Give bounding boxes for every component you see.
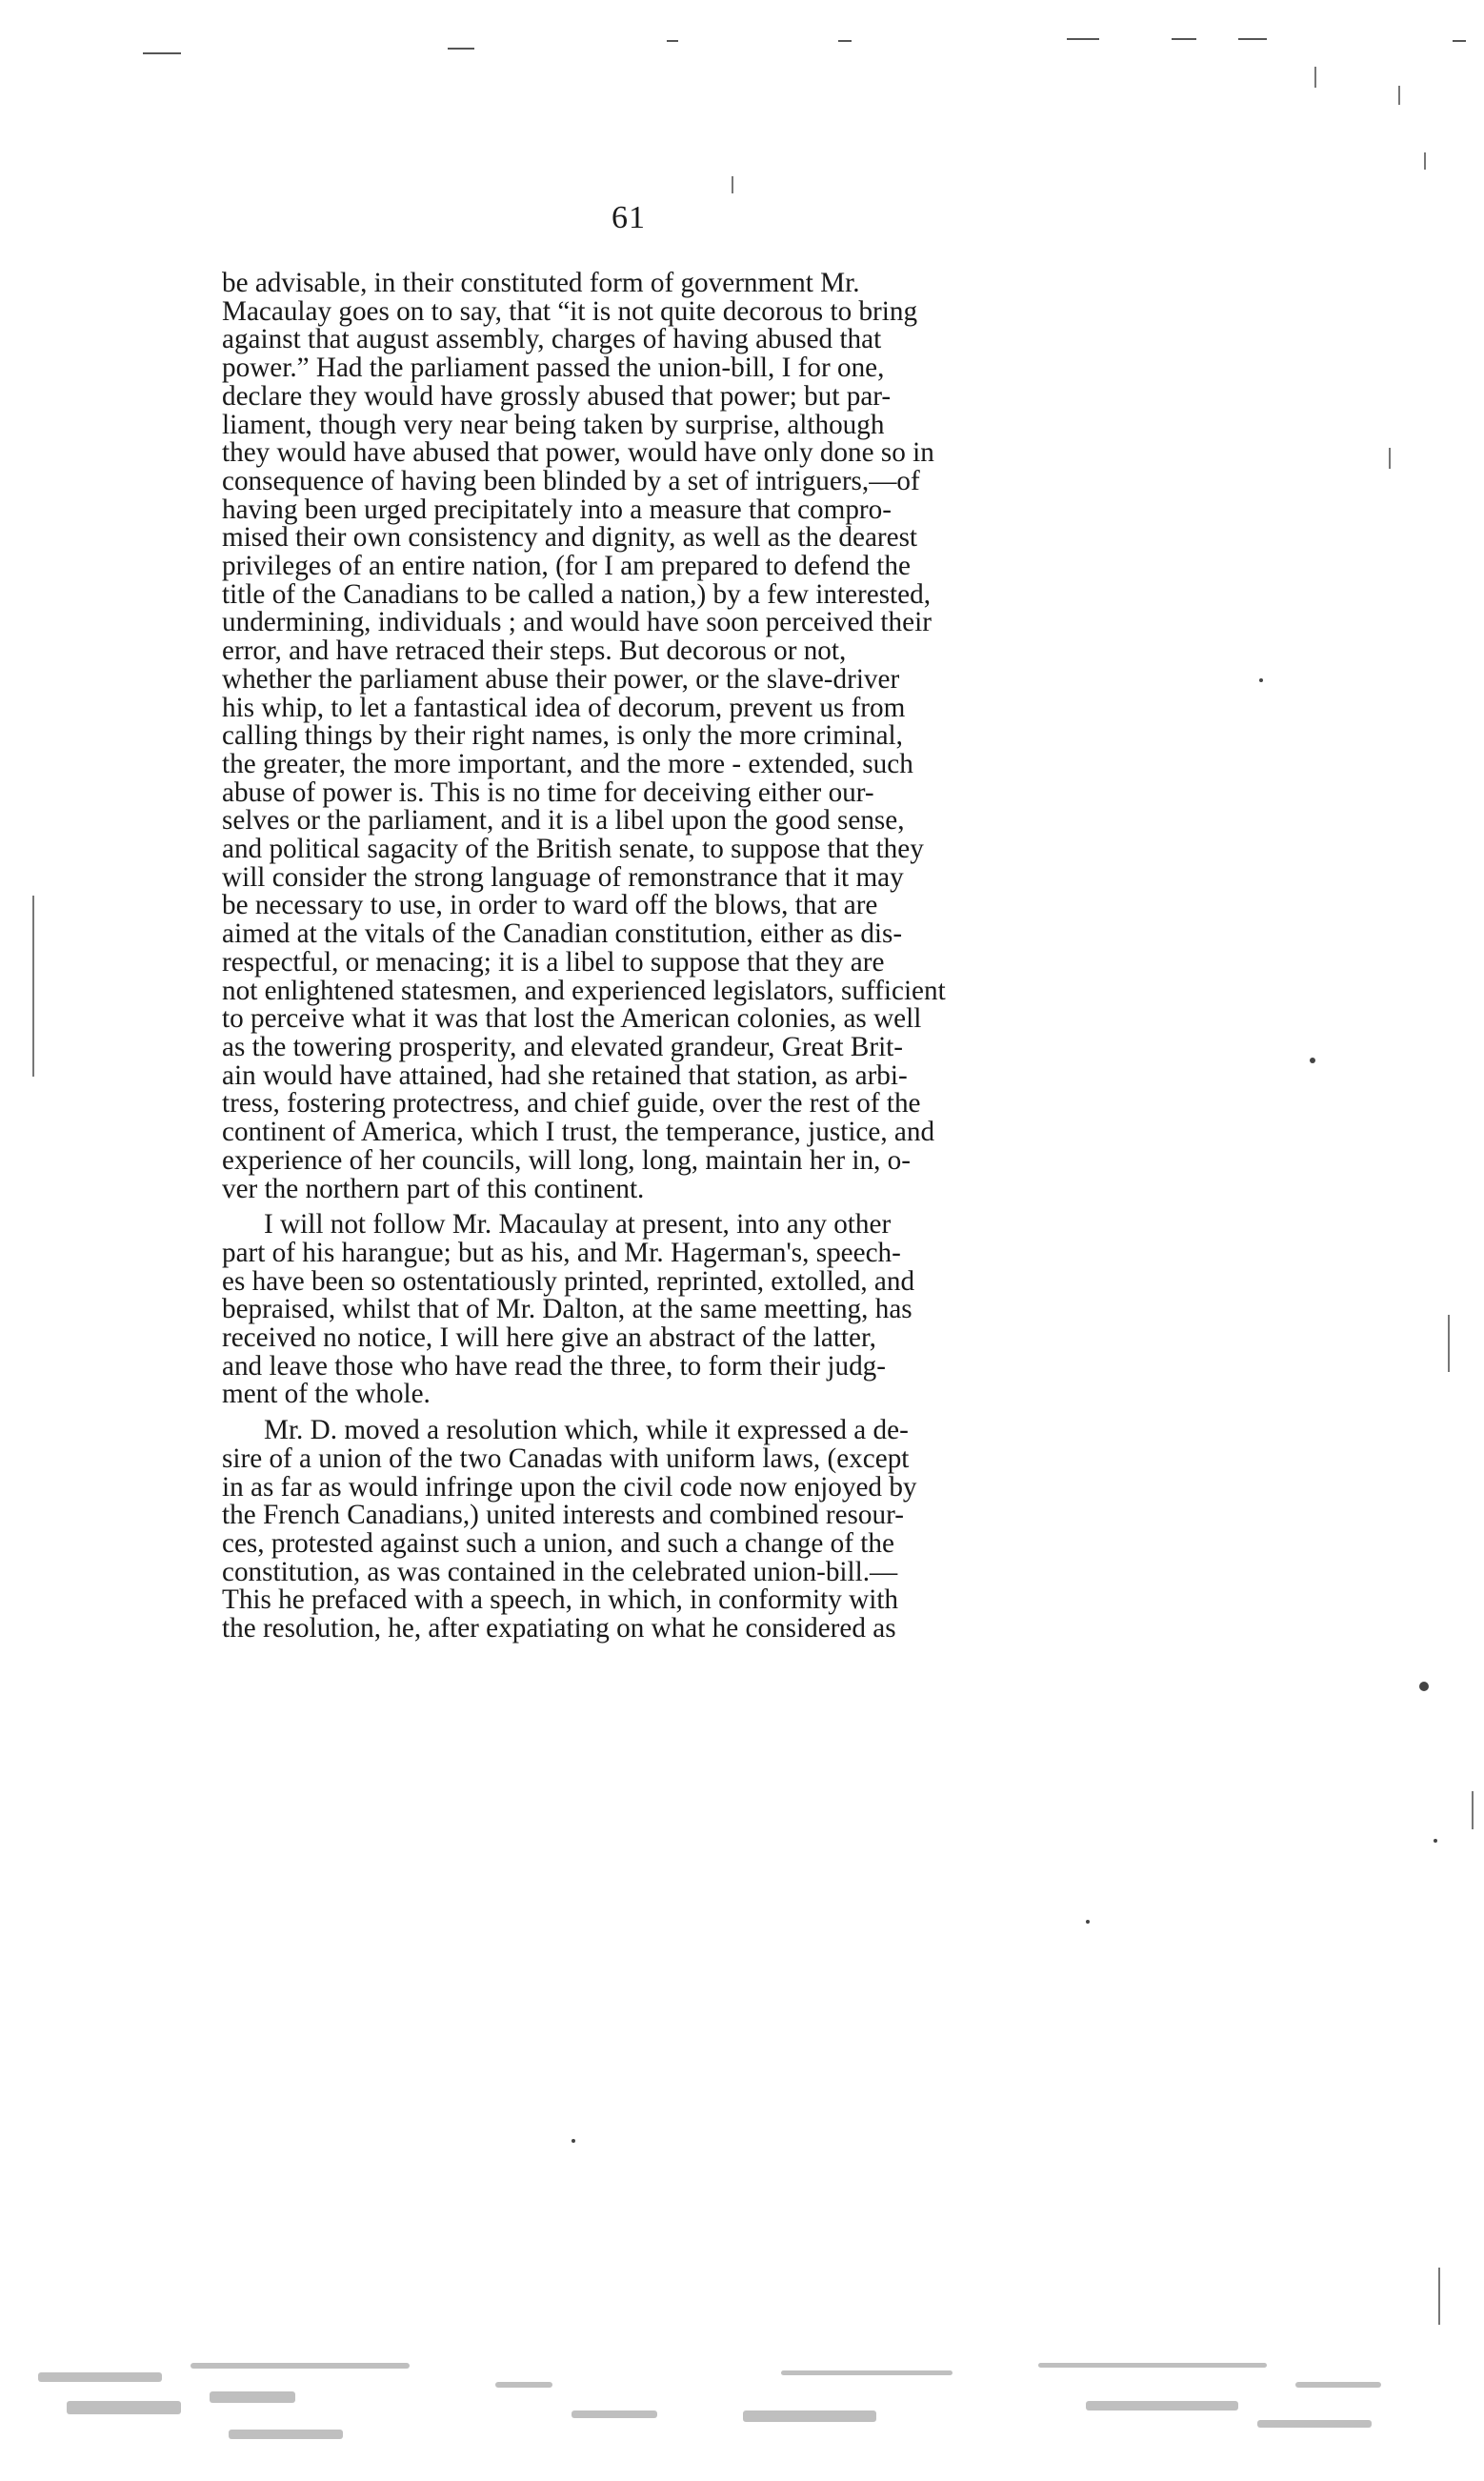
scan-speck xyxy=(1419,1682,1429,1691)
text-line: declare they would have grossly abused that power; but par- xyxy=(222,380,892,412)
text-line: against that august assembly, charges of having abused that xyxy=(222,324,882,355)
text-line: title of the Canadians to be called a nation,) by a few interested, xyxy=(222,578,932,610)
scan-mark xyxy=(1424,152,1426,170)
text-line: ces, protested against such a union, and such a change of the xyxy=(222,1527,894,1559)
scan-smudge xyxy=(38,2372,162,2382)
text-line: the French Canadians,) united interests and combined resour- xyxy=(222,1500,904,1531)
text-line: Mr. D. moved a resolution which, while it expressed a de- xyxy=(264,1415,909,1446)
scan-mark xyxy=(838,40,852,42)
text-line: the resolution, he, after expatiating on what he considered as xyxy=(222,1613,896,1644)
scan-smudge xyxy=(572,2410,657,2418)
scan-smudge xyxy=(67,2401,181,2414)
text-line: constitution, as was contained in the celebrated union-bill.— xyxy=(222,1556,898,1587)
text-line: bepraised, whilst that of Mr. Dalton, at the same meetting, has xyxy=(222,1294,912,1325)
scan-mark xyxy=(1067,38,1099,40)
text-line: ver the northern part of this continent. xyxy=(222,1173,645,1204)
paragraph-1 xyxy=(222,270,1077,1203)
text-line: es have been so ostentatiously printed, reprinted, extolled, and xyxy=(222,1265,915,1297)
scan-mark xyxy=(667,40,678,42)
text-line: mised their own consistency and dignity, as well as the dearest xyxy=(222,522,918,554)
scan-smudge xyxy=(1257,2420,1372,2428)
scan-speck xyxy=(1086,1920,1090,1924)
scan-smudge xyxy=(495,2382,552,2388)
text-line: consequence of having been blinded by a set of intriguers,—of xyxy=(222,465,920,496)
scan-mark xyxy=(1438,2268,1440,2325)
text-line: tress, fostering protectress, and chief guide, over the rest of the xyxy=(222,1088,921,1119)
scan-mark xyxy=(1448,1315,1450,1372)
text-line: respectful, or menacing; it is a libel to suppose that they are xyxy=(222,946,885,978)
text-line: selves or the parliament, and it is a libel upon the good sense, xyxy=(222,805,905,837)
bottom-scan-noise xyxy=(38,2353,1448,2468)
paragraph-3 xyxy=(222,1417,1077,1644)
scan-smudge xyxy=(229,2430,343,2439)
text-line: calling things by their right names, is only the more criminal, xyxy=(222,720,903,752)
text-line: power.” Had the parliament passed the union-bill, I for one, xyxy=(222,353,885,384)
scan-mark xyxy=(1453,40,1466,42)
scan-mark xyxy=(1172,38,1196,40)
text-line: his whip, to let a fantastical idea of decorum, prevent us from xyxy=(222,692,906,723)
text-line: ment of the whole. xyxy=(222,1379,431,1410)
paragraph-2 xyxy=(222,1211,1077,1409)
scan-smudge xyxy=(191,2363,410,2369)
scan-smudge xyxy=(210,2391,295,2403)
scan-mark xyxy=(1398,86,1400,105)
text-line: undermining, individuals ; and would have soon perceived their xyxy=(222,607,932,638)
text-line: I will not follow Mr. Macaulay at present, into any other xyxy=(264,1209,892,1240)
scan-smudge xyxy=(781,2370,953,2375)
text-line: be necessary to use, in order to ward off the blows, that are xyxy=(222,890,878,921)
text-line: sire of a union of the two Canadas with uniform laws, (except xyxy=(222,1442,910,1474)
text-line: as the towering prosperity, and elevated grandeur, Great Brit- xyxy=(222,1031,904,1062)
text-line: Macaulay goes on to say, that “it is not quite decorous to bring xyxy=(222,295,918,327)
page-number: 61 xyxy=(612,200,646,235)
scan-smudge xyxy=(1038,2363,1267,2368)
scan-smudge xyxy=(743,2410,876,2422)
scan-mark xyxy=(143,52,181,54)
scan-speck xyxy=(572,2139,575,2143)
scan-speck xyxy=(1259,678,1263,682)
text-line: privileges of an entire nation, (for I am prepared to defend the xyxy=(222,551,911,582)
scan-mark xyxy=(1389,448,1391,469)
text-line: and leave those who have read the three, to form their judg- xyxy=(222,1350,886,1382)
scan-speck xyxy=(1434,1839,1437,1843)
text-line: aimed at the vitals of the Canadian constitution, either as dis- xyxy=(222,918,903,950)
text-line: in as far as would infringe upon the civil code now enjoyed by xyxy=(222,1471,917,1503)
text-line: abuse of power is. This is no time for deceiving either our- xyxy=(222,777,874,808)
scan-mark xyxy=(32,896,34,1077)
scan-smudge xyxy=(1086,2401,1238,2410)
scan-mark xyxy=(1314,67,1316,88)
scan-mark xyxy=(1472,1791,1474,1829)
text-line: liament, though very near being taken by surprise, although xyxy=(222,409,885,440)
text-line: be advisable, in their constituted form of government Mr. xyxy=(222,268,860,298)
scan-mark xyxy=(732,176,733,193)
text-line: will consider the strong language of remonstrance that it may xyxy=(222,861,904,893)
text-line: to perceive what it was that lost the American colonies, as well xyxy=(222,1003,922,1035)
text-line: whether the parliament abuse their power, or the slave-driver xyxy=(222,663,900,695)
text-line: continent of America, which I trust, the temperance, justice, and xyxy=(222,1117,935,1148)
scan-mark xyxy=(448,48,474,50)
text-line: part of his harangue; but as his, and Mr. Hagerman's, speech- xyxy=(222,1237,901,1268)
text-line: This he prefaced with a speech, in which, in conformity with xyxy=(222,1584,899,1616)
text-line: they would have abused that power, would have only done so in xyxy=(222,437,934,469)
text-line: having been urged precipitately into a measure that compro- xyxy=(222,494,892,525)
text-line: received no notice, I will here give an abstract of the latter, xyxy=(222,1322,876,1354)
text-line: the greater, the more important, and the more - extended, such xyxy=(222,748,913,779)
scan-speck xyxy=(1310,1058,1315,1063)
text-line: and political sagacity of the British senate, to suppose that they xyxy=(222,834,924,865)
text-line: experience of her councils, will long, long, maintain her in, o- xyxy=(222,1144,911,1176)
text-line: error, and have retraced their steps. But decorous or not, xyxy=(222,635,847,667)
body-text xyxy=(222,270,1077,1644)
scan-smudge xyxy=(1295,2382,1381,2388)
text-line: not enlightened statesmen, and experienced legislators, sufficient xyxy=(222,975,946,1006)
scan-mark xyxy=(1238,38,1267,40)
text-line: ain would have attained, had she retained that station, as arbi- xyxy=(222,1059,908,1091)
